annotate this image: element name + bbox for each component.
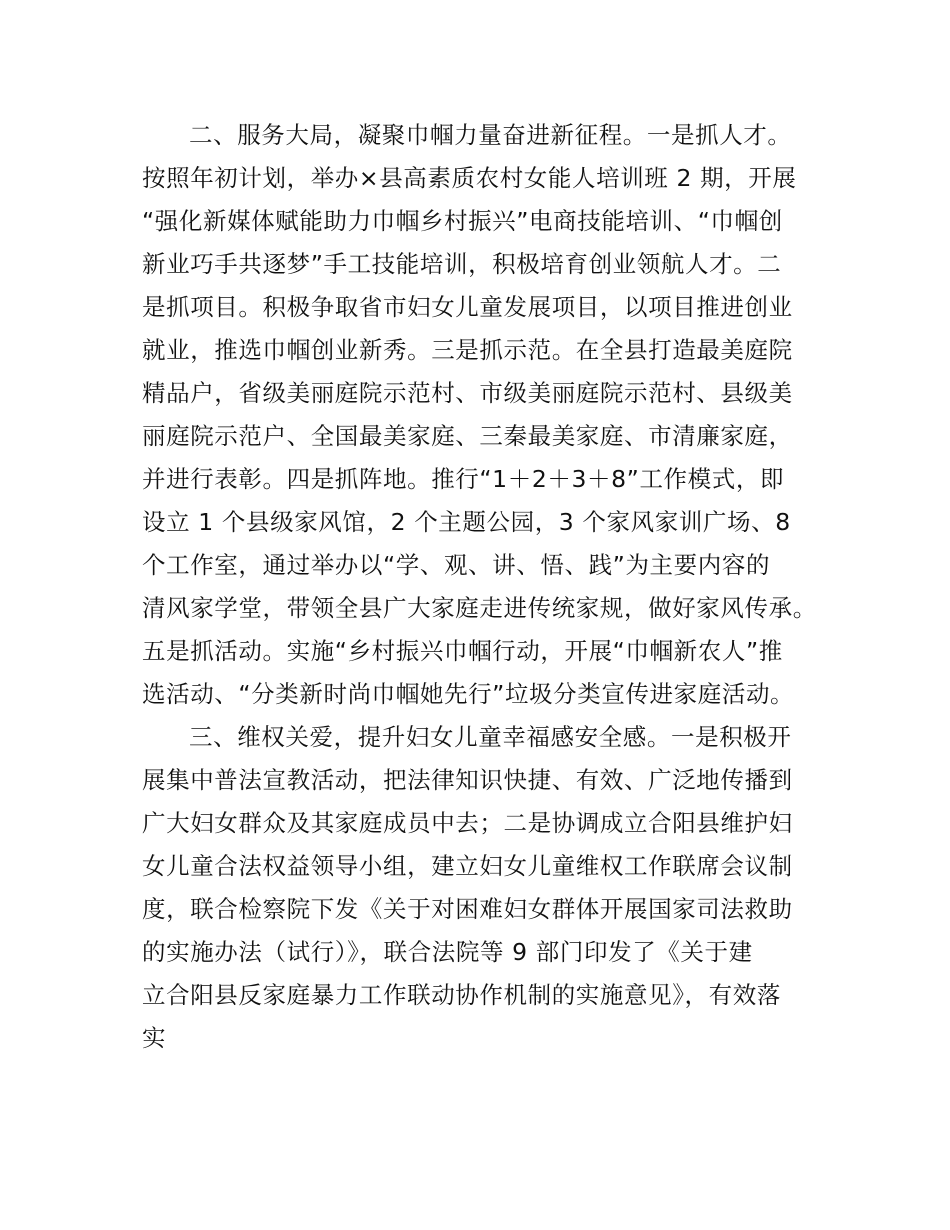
paragraph-2-line-2: 按照年初计划，举办×县高素质农村女能人培训班 2 期，开展: [142, 164, 797, 192]
document-body: [142, 114, 842, 1060]
paragraph-3-line-3: 广大妇女群众及其家庭成员中去；二是协调成立合阳县维护妇: [142, 809, 793, 837]
paragraph-2-line-4: 新业巧手共逐梦”手工技能培训，积极培育创业领航人才。二: [142, 250, 782, 278]
paragraph-3-line-7: 立合阳县反家庭暴力工作联动协作机制的实施意见》，有效落: [142, 981, 781, 1009]
paragraph-3-line-1: 三、维权关爱，提升妇女儿童幸福感安全感。一是积极开: [189, 723, 792, 751]
paragraph-3-line-6: 的实施办法（试行）》，联合法院等 9 部门印发了《关于建: [142, 938, 753, 966]
paragraph-2-line-13: 五是抓活动。实施“乡村振兴巾帼行动，开展“巾帼新农人”推: [142, 637, 783, 665]
paragraph-3-line-5: 度，联合检察院下发《关于对困难妇女群体开展国家司法救助: [142, 895, 793, 923]
paragraph-2-line-5: 是抓项目。积极争取省市妇女儿童发展项目，以项目推进创业: [142, 293, 793, 321]
paragraph-2-line-7: 精品户，省级美丽庭院示范村、市级美丽庭院示范村、县级美: [142, 379, 793, 407]
paragraph-2-line-3: “强化新媒体赋能助力巾帼乡村振兴”电商技能培训、“巾帼创: [142, 207, 783, 235]
paragraph-2-line-8: 丽庭院示范户、全国最美家庭、三秦最美家庭、市清廉家庭，: [142, 422, 793, 450]
paragraph-2-line-9: 并进行表彰。四是抓阵地。推行“1＋2＋3＋8”工作模式，即: [142, 465, 785, 493]
paragraph-3-line-2: 展集中普法宣教活动，把法律知识快捷、有效、广泛地传播到: [142, 766, 793, 794]
paragraph-3-line-4: 女儿童合法权益领导小组，建立妇女儿童维权工作联席会议制: [142, 852, 793, 880]
paragraph-2-line-1: 二、服务大局，凝聚巾帼力量奋进新征程。一是抓人才。: [189, 121, 792, 149]
paragraph-2-line-11: 个工作室，通过举办以“学、观、讲、悟、践”为主要内容的: [142, 551, 771, 579]
paragraph-2-line-6: 就业，推选巾帼创业新秀。三是抓示范。在全县打造最美庭院: [142, 336, 793, 364]
paragraph-2-line-12: 清风家学堂，带领全县广大家庭走进传统家规，做好家风传承。: [142, 594, 817, 622]
paragraph-2-line-14: 选活动、“分类新时尚巾帼她先行”垃圾分类宣传进家庭活动。: [142, 680, 795, 708]
paragraph-3-line-8: 实: [142, 1024, 167, 1052]
paragraph-2-line-10: 设立 1 个县级家风馆，2 个主题公园，3 个家风家训广场、8: [142, 508, 791, 536]
